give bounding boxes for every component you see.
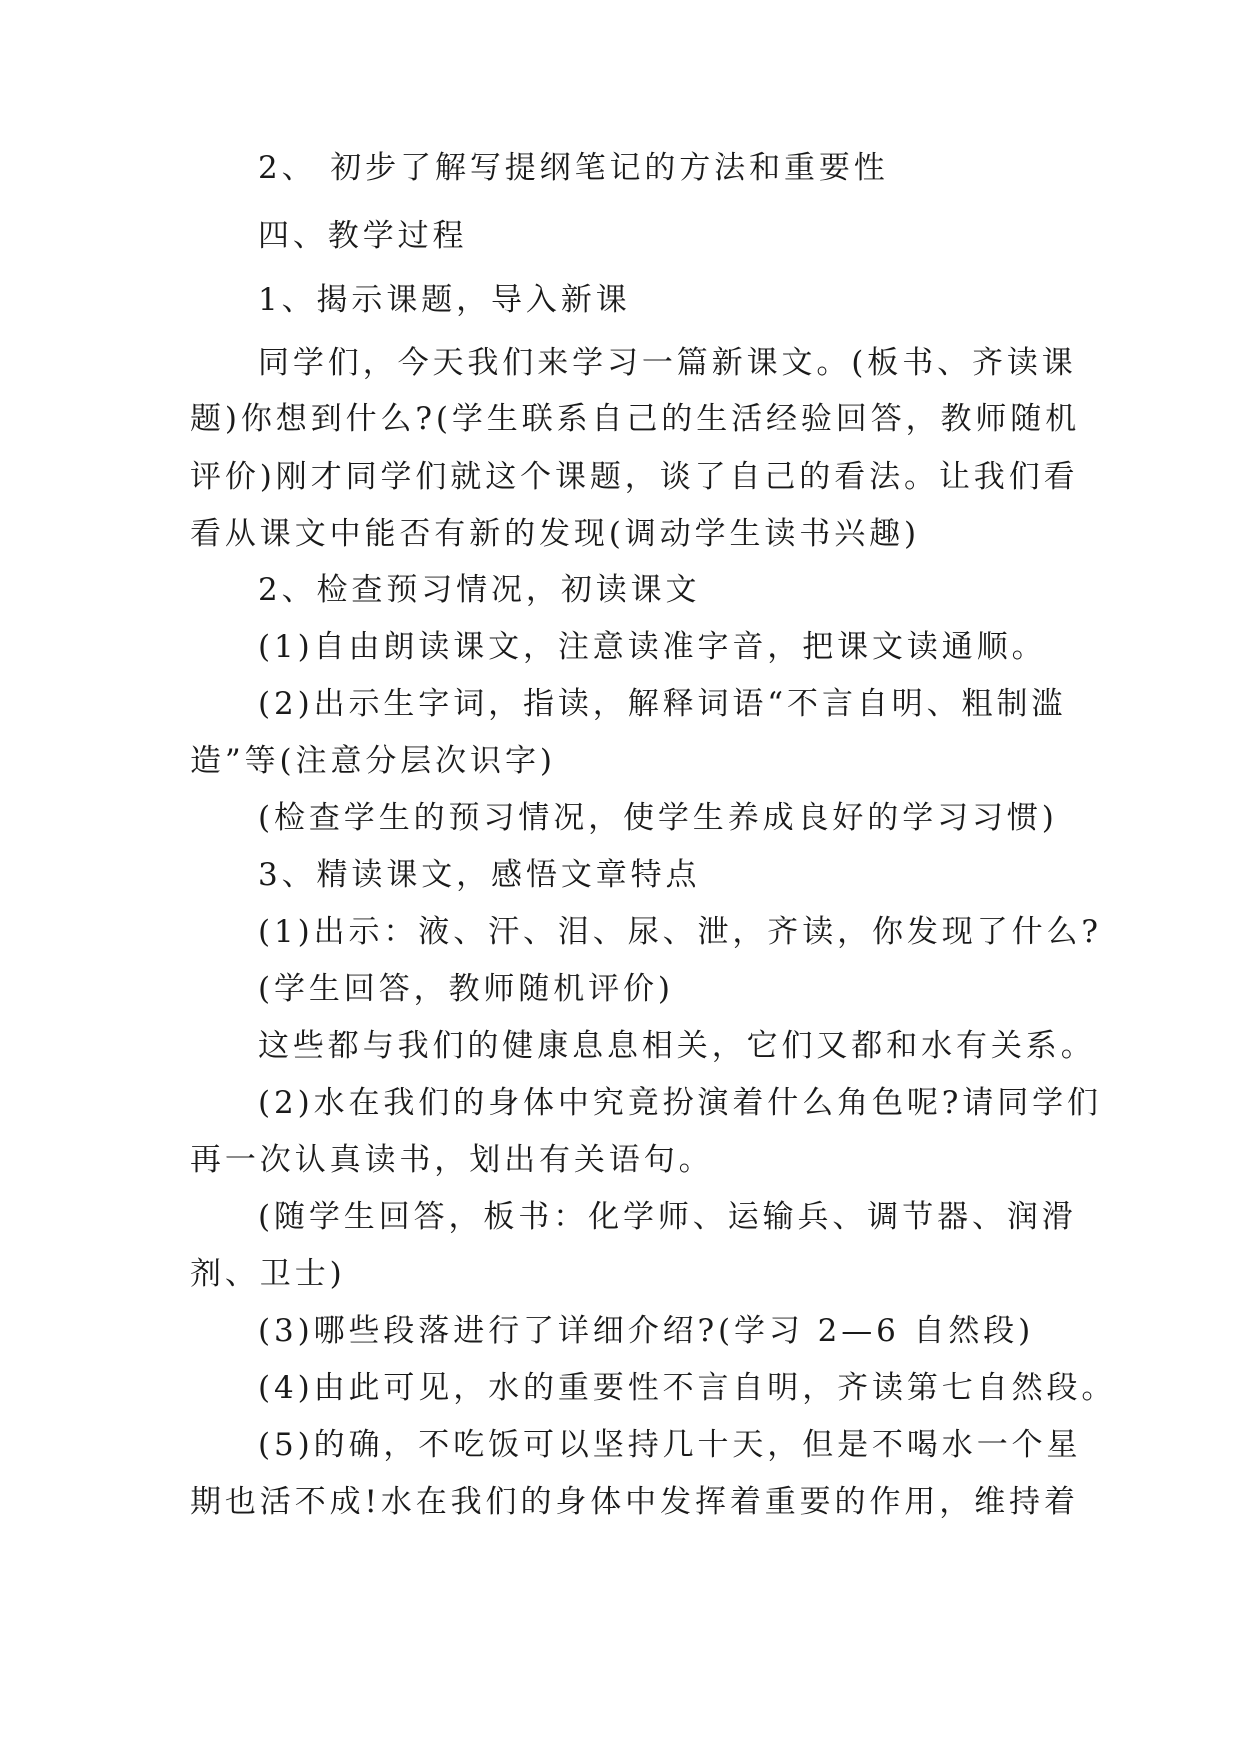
text-line-22: (4)由此可见，水的重要性不言自明，齐读第七自然段。 — [258, 1370, 1117, 1406]
text-line-14: (1)出示：液、汗、泪、尿、泄，齐读，你发现了什么? — [258, 914, 1102, 950]
text-line-4: 同学们，今天我们来学习一篇新课文。(板书、齐读课 — [258, 345, 1077, 381]
step-heading-3: 3、精读课文，感悟文章特点 — [258, 857, 701, 893]
text-line-12: (检查学生的预习情况，使学生养成良好的学习习惯) — [258, 800, 1058, 836]
text-line-20: 剂、卫士) — [190, 1256, 346, 1292]
text-line-23: (5)的确，不吃饭可以坚持几十天，但是不喝水一个星 — [258, 1427, 1082, 1463]
text-line-9: (1)自由朗读课文，注意读准字音，把课文读通顺。 — [258, 629, 1047, 665]
section-heading-teaching-process: 四、教学过程 — [258, 218, 468, 254]
step-heading-2: 2、检查预习情况，初读课文 — [258, 572, 701, 608]
text-line-1: 2、 初步了解写提纲笔记的方法和重要性 — [258, 150, 889, 186]
text-line-5: 题)你想到什么?(学生联系自己的生活经验回答，教师随机 — [190, 401, 1081, 437]
text-line-24: 期也活不成!水在我们的身体中发挥着重要的作用，维持着 — [190, 1484, 1079, 1520]
text-line-10: (2)出示生字词，指读，解释词语“不言自明、粗制滥 — [258, 686, 1067, 722]
text-line-17: (2)水在我们的身体中究竟扮演着什么角色呢?请同学们 — [258, 1085, 1102, 1121]
text-line-7: 看从课文中能否有新的发现(调动学生读书兴趣) — [190, 516, 920, 552]
text-line-21: (3)哪些段落进行了详细介绍?(学习 2—6 自然段) — [258, 1313, 1035, 1349]
text-line-18: 再一次认真读书，划出有关语句。 — [190, 1142, 714, 1178]
text-line-19: (随学生回答，板书：化学师、运输兵、调节器、润滑 — [258, 1199, 1077, 1235]
step-heading-1: 1、揭示课题，导入新课 — [258, 282, 631, 318]
text-line-6: 评价)刚才同学们就这个课题，谈了自己的看法。让我们看 — [190, 459, 1079, 495]
text-line-16: 这些都与我们的健康息息相关，它们又都和水有关系。 — [258, 1028, 1096, 1064]
text-line-11: 造”等(注意分层次识字) — [190, 743, 556, 779]
text-line-15: (学生回答，教师随机评价) — [258, 971, 674, 1007]
